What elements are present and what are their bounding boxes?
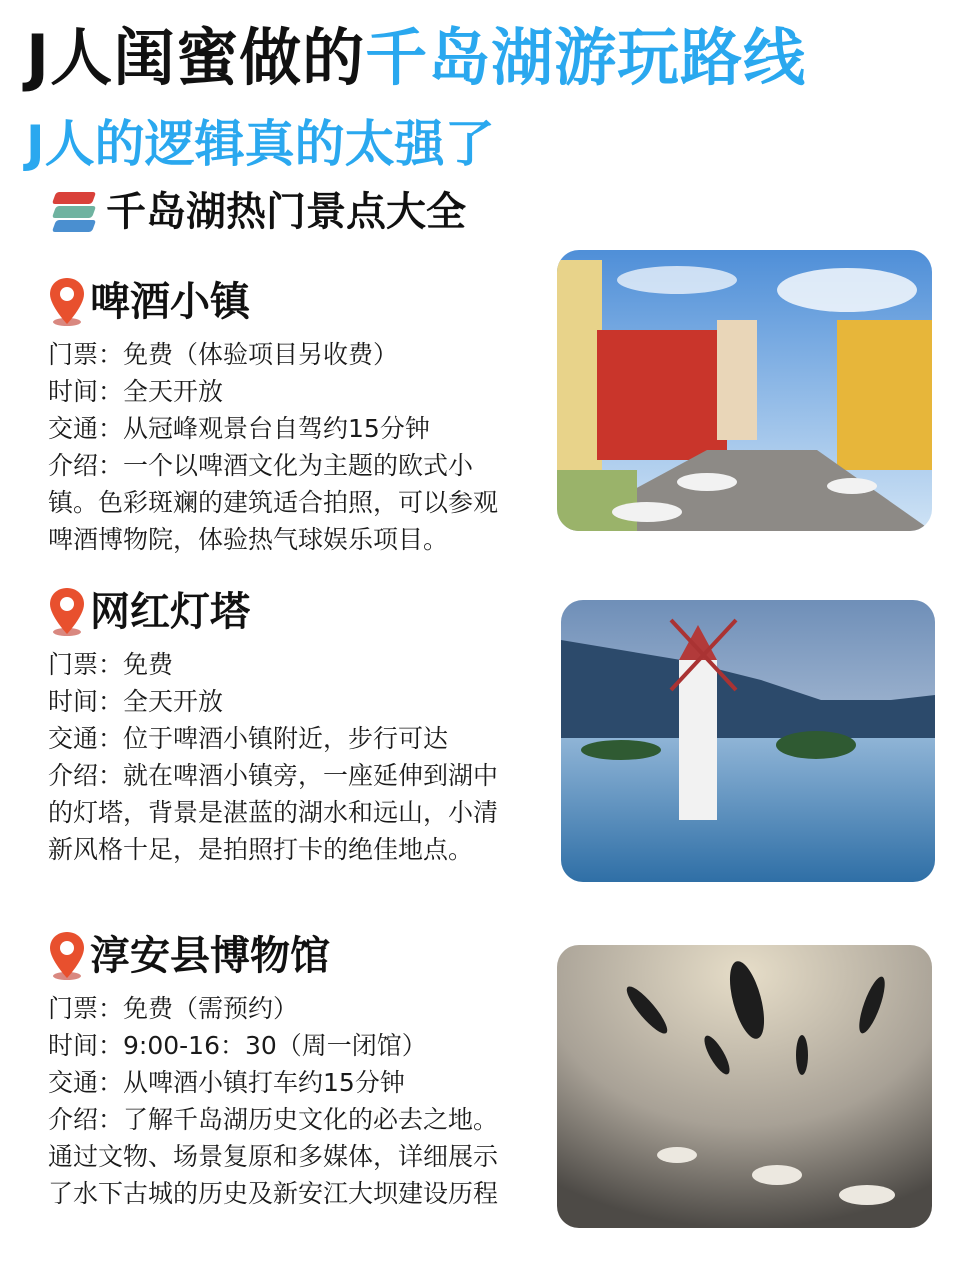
- spot-detail-line: 镇。色彩斑斓的建筑适合拍照，可以参观: [48, 488, 499, 517]
- spot-details: [46, 990, 536, 1212]
- spot-detail-line: 了水下古城的历史及新安江大坝建设历程: [48, 1179, 499, 1208]
- spot-details: [46, 336, 536, 558]
- spot-heading: [46, 928, 536, 984]
- spot-museum: [46, 928, 536, 1212]
- spot-beer-town: [46, 274, 536, 558]
- museum-photo: [557, 945, 932, 1228]
- spot-detail-line: 时间：全天开放: [48, 377, 224, 406]
- map-pin-icon: [46, 930, 88, 982]
- section-title: [50, 186, 466, 238]
- spot-name: 淳安县博物馆: [90, 933, 330, 979]
- spot-detail-line: 门票：免费: [48, 650, 174, 679]
- spot-heading: [46, 584, 536, 640]
- section-title-text: 千岛湖热门景点大全: [106, 189, 466, 235]
- title-blue: 千岛湖游玩路线: [365, 21, 807, 94]
- spot-detail-line: 交通：位于啤酒小镇附近，步行可达: [48, 724, 449, 753]
- spot-detail-line: 交通：从啤酒小镇打车约15分钟: [48, 1068, 405, 1097]
- subtitle: J人的逻辑真的太强了: [26, 115, 495, 173]
- spot-detail-line: 时间：9:00-16：30（周一闭馆）: [48, 1031, 427, 1060]
- spot-name: 啤酒小镇: [90, 279, 250, 325]
- beer-town-photo: [557, 250, 932, 531]
- spot-details: [46, 646, 536, 868]
- spot-detail-line: 门票：免费（体验项目另收费）: [48, 340, 399, 369]
- books-icon: [50, 188, 100, 236]
- title-black: J人闺蜜做的: [26, 21, 366, 94]
- spot-name: 网红灯塔: [90, 589, 250, 635]
- page-title: [26, 18, 806, 98]
- spot-heading: [46, 274, 536, 330]
- spot-detail-line: 介绍：一个以啤酒文化为主题的欧式小: [48, 451, 474, 480]
- spot-detail-line: 门票：免费（需预约）: [48, 994, 299, 1023]
- map-pin-icon: [46, 586, 88, 638]
- spot-detail-line: 的灯塔，背景是湛蓝的湖水和远山，小清: [48, 798, 499, 827]
- spot-detail-line: 啤酒博物院，体验热气球娱乐项目。: [48, 525, 449, 554]
- spot-lighthouse: [46, 584, 536, 868]
- spot-detail-line: 通过文物、场景复原和多媒体，详细展示: [48, 1142, 499, 1171]
- spot-detail-line: 介绍：就在啤酒小镇旁，一座延伸到湖中: [48, 761, 499, 790]
- lighthouse-photo: [561, 600, 935, 882]
- spot-detail-line: 新风格十足，是拍照打卡的绝佳地点。: [48, 835, 474, 864]
- spot-detail-line: 交通：从冠峰观景台自驾约15分钟: [48, 414, 430, 443]
- spot-detail-line: 介绍：了解千岛湖历史文化的必去之地。: [48, 1105, 499, 1134]
- map-pin-icon: [46, 276, 88, 328]
- spot-detail-line: 时间：全天开放: [48, 687, 224, 716]
